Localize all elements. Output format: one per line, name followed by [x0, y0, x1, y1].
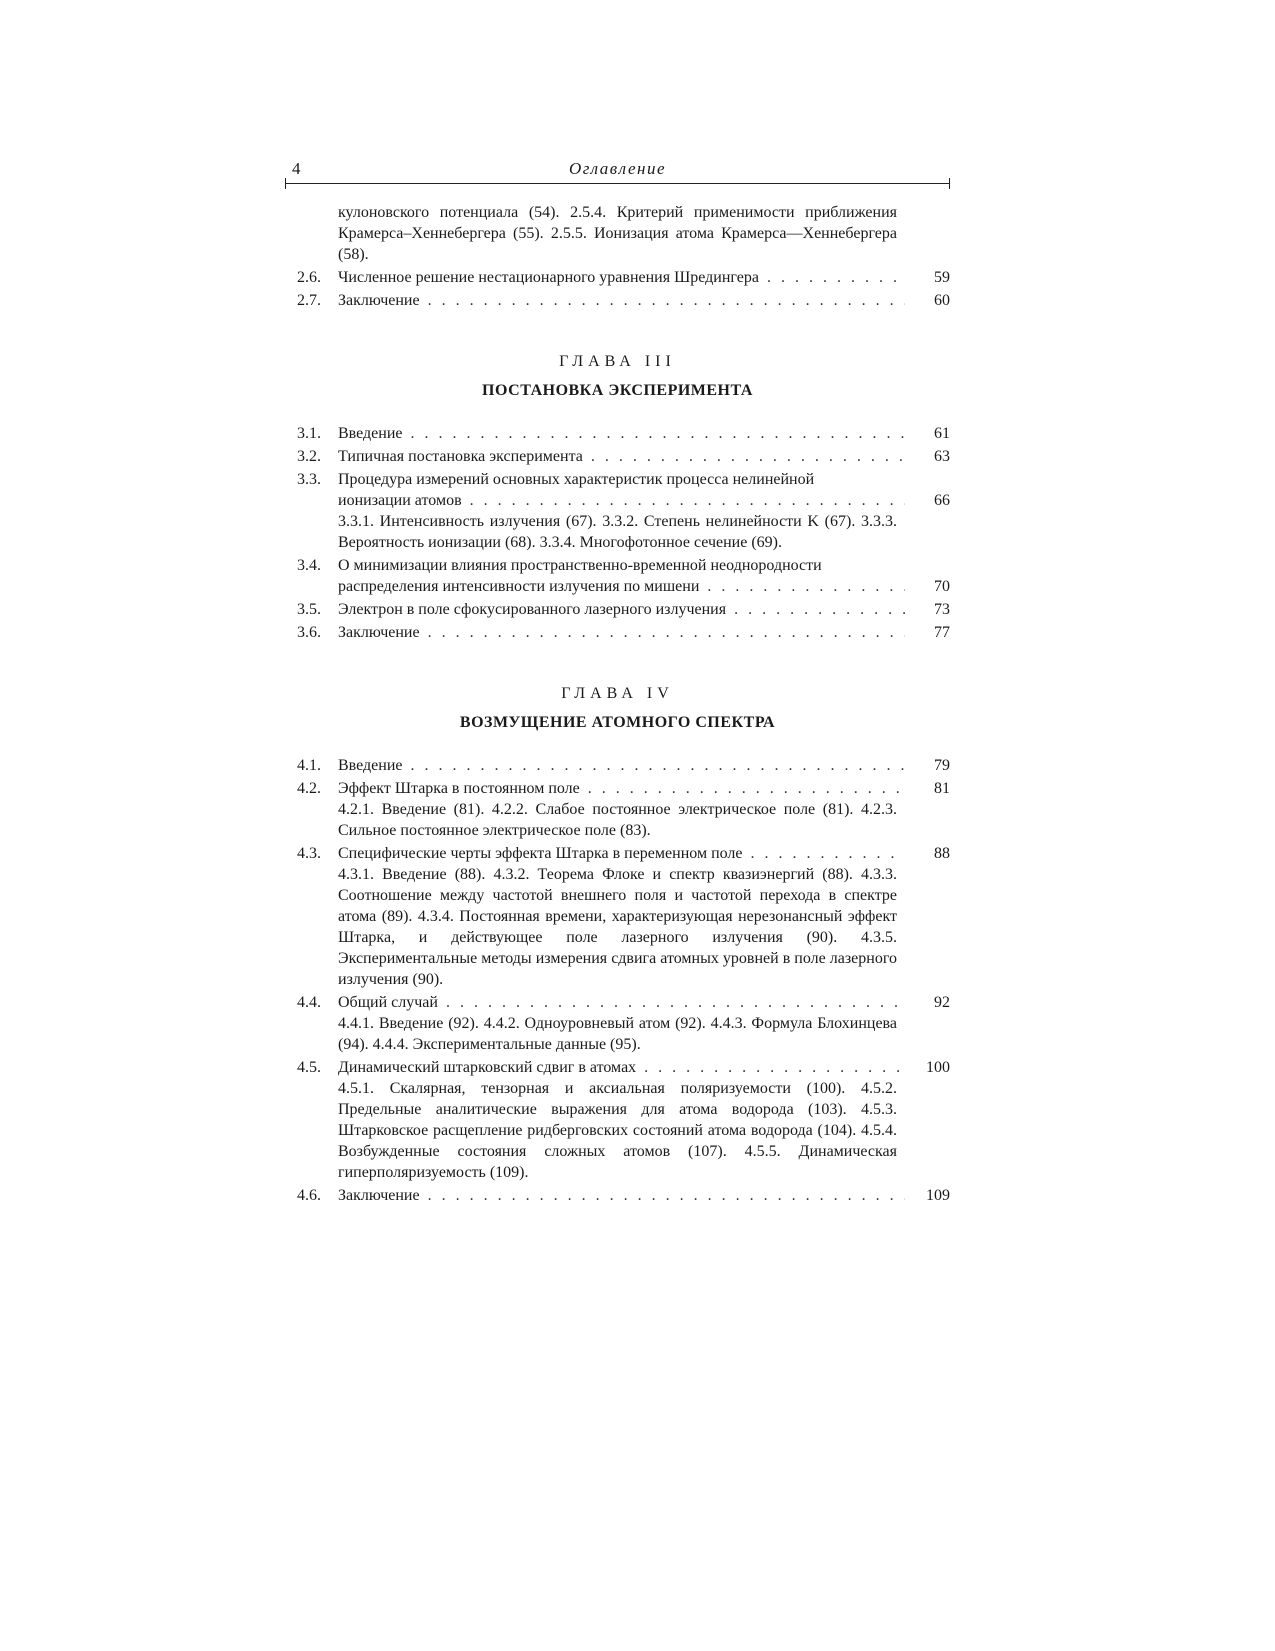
entry-number: 4.1.: [297, 757, 321, 774]
entry-number: 3.5.: [297, 601, 321, 618]
toc-entry: [285, 1057, 950, 1078]
toc-entry: [285, 446, 950, 467]
entry-number: 3.6.: [297, 624, 321, 641]
entry-number: 2.7.: [297, 292, 321, 309]
entry-title: Заключение: [338, 1187, 420, 1204]
toc-entry: [285, 267, 950, 288]
toc-entry: [285, 599, 950, 620]
leader-dots: [411, 423, 906, 444]
leader-dots: [751, 843, 905, 864]
entry-title: Численное решение нестационарного уравнения Шредингера: [338, 269, 759, 286]
entry-page: 73: [934, 601, 950, 618]
entry-title: Динамический штарковский сдвиг в атомах: [338, 1059, 637, 1076]
entry-number: 4.2.: [297, 780, 321, 797]
entry-page: 79: [934, 757, 950, 774]
toc-entry: [285, 755, 950, 776]
entry-page: 81: [934, 780, 950, 797]
entry-page: 88: [934, 845, 950, 862]
chapter-title: ПОСТАНОВКА ЭКСПЕРИМЕНТА: [482, 382, 753, 399]
entry-number: 4.4.: [297, 994, 321, 1011]
toc-entry: [285, 469, 950, 511]
entry-page: 100: [926, 1059, 950, 1076]
continuation-text: кулоновского потенциала (54). 2.5.4. Критерий применимости приближения Крамерса–Хеннебергера (55). 2.5.5. Ионизация атома Крамерса—Хеннебергера (58).: [338, 204, 897, 263]
entry-page: 70: [934, 578, 950, 595]
entry-page: 61: [934, 425, 950, 442]
leader-dots: [591, 446, 905, 467]
leader-dots: [470, 490, 905, 511]
entry-page: 92: [934, 994, 950, 1011]
leader-dots: [411, 755, 906, 776]
chapter-heading: [285, 683, 950, 733]
entry-title: Эффект Штарка в постоянном поле: [338, 780, 580, 797]
page-number: 4: [292, 159, 301, 178]
entry-number: 4.5.: [297, 1059, 321, 1076]
toc-entry: [285, 1185, 950, 1206]
toc-entry: [285, 622, 950, 643]
entry-title: Заключение: [338, 292, 420, 309]
subsection-list: 3.3.1. Интенсивность излучения (67). 3.3.2. Степень нелинейности K (67). 3.3.3. Вероятность ионизации (68). 3.3.4. Многофотонное сечение (69).: [338, 513, 897, 551]
toc-entry: [285, 290, 950, 311]
leader-dots: [428, 290, 905, 311]
leader-dots: [734, 599, 905, 620]
entry-page: 63: [934, 448, 950, 465]
leader-dots: [644, 1057, 905, 1078]
leader-dots: [428, 622, 905, 643]
entry-title: Общий случай: [338, 994, 438, 1011]
chapter-label: ГЛАВА III: [559, 353, 676, 370]
entry-title: распределения интенсивности излучения по мишени: [338, 578, 700, 595]
entry-page: 60: [934, 292, 950, 309]
leader-dots: [446, 992, 905, 1013]
leader-dots: [707, 576, 905, 597]
toc-entry: [285, 423, 950, 444]
toc-page: [285, 150, 950, 1206]
entry-page: 109: [926, 1187, 950, 1204]
table-of-contents: [285, 202, 950, 1206]
entry-page: 77: [934, 624, 950, 641]
running-header: [285, 150, 950, 190]
entry-title: Введение: [338, 425, 403, 442]
toc-entry: [285, 843, 950, 864]
subsection-list: 4.5.1. Скалярная, тензорная и аксиальная поляризуемости (100). 4.5.2. Предельные аналитические выражения для атома водорода (103). 4.5.3. Штарковское расщепление ридберговских состояний атома водорода (104). 4.5.4. Возбужденные состояния сложных атомов (107). 4.5.5. Динамическая гиперполяризуемость (109).: [338, 1080, 897, 1181]
entry-number: 2.6.: [297, 269, 321, 286]
chapter-label: ГЛАВА IV: [561, 685, 674, 702]
chapter-title: ВОЗМУЩЕНИЕ АТОМНОГО СПЕКТРА: [459, 714, 776, 731]
entry-number: 3.2.: [297, 448, 321, 465]
leader-dots: [767, 267, 905, 288]
entry-title-line1: О минимизации влияния пространственно-временной неоднородности: [338, 557, 822, 574]
running-title: Оглавление: [568, 159, 667, 178]
toc-entry: [285, 778, 950, 799]
entry-number: 4.3.: [297, 845, 321, 862]
leader-dots: [588, 778, 905, 799]
entry-title-line1: Процедура измерений основных характеристик процесса нелинейной: [338, 471, 815, 488]
entry-number: 3.1.: [297, 425, 321, 442]
entry-title: Заключение: [338, 624, 420, 641]
chapter-heading: [285, 351, 950, 401]
subsection-list: 4.4.1. Введение (92). 4.4.2. Одноуровневый атом (92). 4.4.3. Формула Блохинцева (94). 4.4.4. Экспериментальные данные (95).: [338, 1015, 897, 1053]
entry-page: 66: [934, 492, 950, 509]
entry-title: ионизации атомов: [338, 492, 462, 509]
entry-number: 3.4.: [297, 557, 321, 574]
entry-title: Типичная постановка эксперимента: [338, 448, 583, 465]
entry-title: Введение: [338, 757, 403, 774]
entry-page: 59: [934, 269, 950, 286]
toc-entry: [285, 555, 950, 597]
subsection-list: 4.2.1. Введение (81). 4.2.2. Слабое постоянное электрическое поле (81). 4.2.3. Сильное постоянное электрическое поле (83).: [338, 801, 897, 839]
entry-title: Специфические черты эффекта Штарка в переменном поле: [338, 845, 743, 862]
leader-dots: [428, 1185, 905, 1206]
header-rule: [285, 183, 950, 184]
entry-title: Электрон в поле сфокусированного лазерного излучения: [338, 601, 727, 618]
entry-number: 3.3.: [297, 471, 321, 488]
toc-entry: [285, 992, 950, 1013]
subsection-list: 4.3.1. Введение (88). 4.3.2. Теорема Флоке и спектр квазиэнергий (88). 4.3.3. Соотношение между частотой внешнего поля и частотой перехода в спектре атома (89). 4.3.4. Постоянная времени, характеризующая нерезонансный эффект Штарка, и действующее поле лазерного излучения (90). 4.3.5. Экспериментальные методы измерения сдвига атомных уровней в поле лазерного излучения (90).: [338, 866, 897, 988]
entry-number: 4.6.: [297, 1187, 321, 1204]
